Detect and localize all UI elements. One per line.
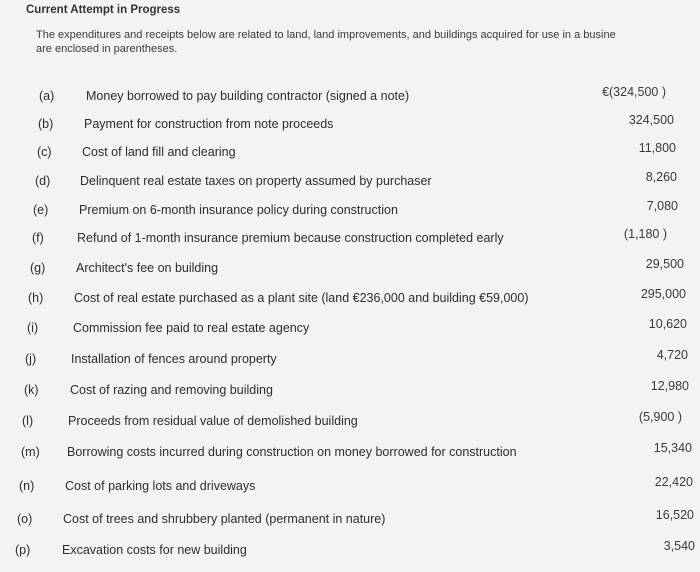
item-description: Payment for construction from note proceeds	[84, 117, 334, 131]
item-description: Proceeds from residual value of demolished building	[68, 414, 358, 428]
list-item	[0, 379, 689, 403]
item-letter: (o)	[17, 512, 33, 526]
item-amount: 295,000	[640, 287, 686, 301]
item-amount: 10,620	[648, 317, 687, 331]
item-letter: (j)	[25, 352, 37, 366]
item-description: Delinquent real estate taxes on property assumed by purchaser	[80, 174, 432, 188]
list-item	[0, 113, 674, 137]
item-description: Cost of razing and removing building	[70, 383, 273, 397]
item-description: Cost of real estate purchased as a plant site (land €236,000 and building €59,000)	[74, 291, 529, 305]
item-amount: 16,520	[655, 508, 694, 522]
item-description: Premium on 6-month insurance policy during construction	[79, 203, 398, 217]
list-item	[0, 141, 676, 165]
item-amount: 15,340	[653, 441, 692, 455]
item-description: Excavation costs for new building	[62, 543, 247, 557]
item-letter: (d)	[35, 174, 51, 188]
list-item	[0, 539, 695, 563]
list-item	[0, 257, 684, 281]
item-amount: 4,720	[656, 348, 688, 362]
item-description: Commission fee paid to real estate agency	[73, 321, 310, 335]
item-description: Architect's fee on building	[76, 261, 219, 275]
list-item	[0, 85, 666, 109]
item-description: Cost of trees and shrubbery planted (permanent in nature)	[63, 512, 386, 526]
item-description: Installation of fences around property	[71, 352, 277, 366]
item-amount: 7,080	[646, 199, 678, 213]
list-item	[0, 227, 667, 251]
list-item	[0, 287, 686, 311]
item-letter: (n)	[19, 479, 35, 493]
item-amount: (1,180 )	[623, 227, 667, 241]
item-letter: (h)	[28, 291, 44, 305]
list-item	[0, 475, 693, 499]
list-item	[0, 317, 687, 341]
list-item	[0, 348, 688, 372]
list-item	[0, 199, 678, 223]
intro-line-2: are enclosed in parentheses.	[36, 43, 178, 55]
item-amount: 8,260	[645, 170, 677, 184]
item-amount: (5,900 )	[638, 410, 682, 424]
item-letter: (g)	[30, 261, 46, 275]
item-amount: 22,420	[654, 475, 693, 489]
item-description: Cost of land fill and clearing	[82, 145, 236, 159]
list-item	[0, 170, 677, 194]
item-amount: 12,980	[650, 379, 689, 393]
item-amount: 324,500	[628, 113, 674, 127]
page-header: Current Attempt in Progress	[26, 4, 181, 16]
item-letter: (l)	[22, 414, 34, 428]
list-item	[0, 508, 694, 532]
item-description: Borrowing costs incurred during construction on money borrowed for construction	[67, 445, 517, 459]
item-amount: 3,540	[663, 539, 695, 553]
item-letter: (e)	[33, 203, 49, 217]
item-letter: (m)	[21, 445, 40, 459]
item-letter: (a)	[39, 89, 55, 103]
item-amount: 29,500	[645, 257, 684, 271]
item-amount: 11,800	[638, 141, 676, 155]
item-amount: €(324,500 )	[602, 85, 666, 99]
item-description: Refund of 1-month insurance premium because construction completed early	[77, 231, 504, 245]
list-item	[0, 410, 682, 434]
item-letter: (k)	[24, 383, 39, 397]
item-letter: (p)	[15, 543, 31, 557]
list-item	[0, 441, 692, 465]
item-letter: (b)	[38, 117, 54, 131]
item-description: Cost of parking lots and driveways	[65, 479, 256, 493]
item-description: Money borrowed to pay building contractor (signed a note)	[86, 89, 410, 103]
item-letter: (c)	[37, 145, 52, 159]
intro-line-1: The expenditures and receipts below are related to land, land improvements, and buildings acquired for use in a busine	[36, 29, 616, 41]
item-letter: (f)	[32, 231, 44, 245]
item-letter: (i)	[27, 321, 39, 335]
